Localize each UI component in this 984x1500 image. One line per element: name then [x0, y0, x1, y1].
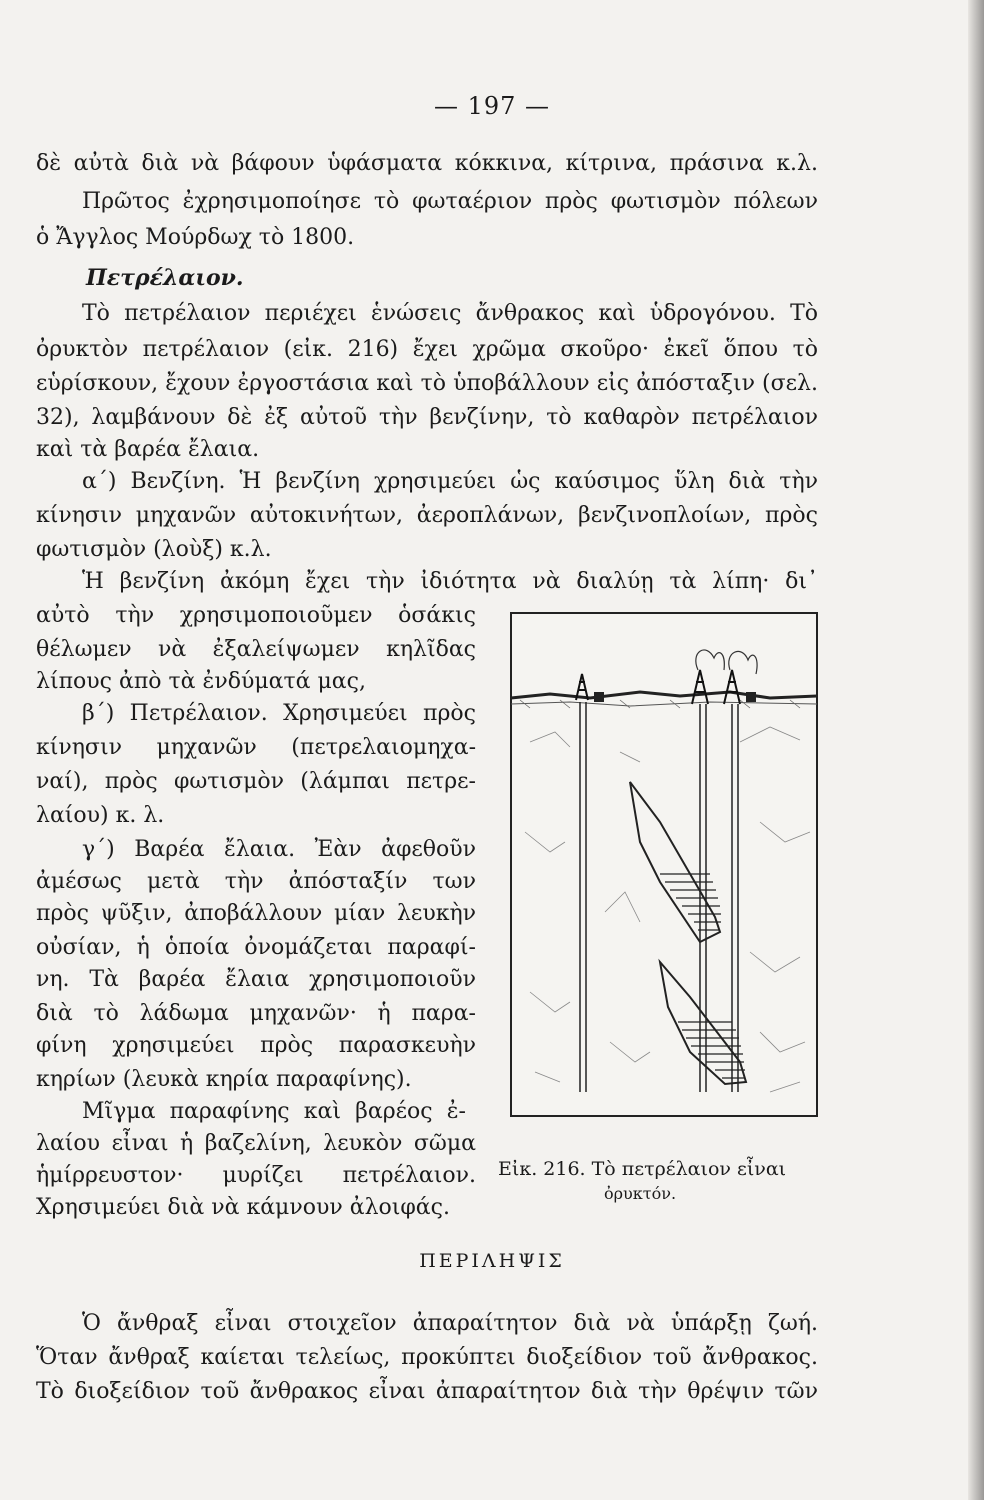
text-line: νη. Τὰ βαρέα ἔλαια χρησιμοποιοῦν	[36, 967, 476, 992]
text-line: κηρίων (λευκὰ κηρία παραφίνης).	[36, 1067, 412, 1092]
text-line: θέλωμεν νὰ ἐξαλείψωμεν κηλῖδας	[36, 637, 476, 662]
text-line: ἡμίρρευστον· μυρίζει πετρέλαιον.	[36, 1163, 476, 1188]
text-line: οὐσίαν, ἡ ὁποία ὀνομάζεται παραφί-	[36, 935, 476, 960]
text-line: εὑρίσκουν, ἔχουν ἐργοστάσια καὶ τὸ ὑποβάλλουν εἰς ἀπόσταξιν (σελ.	[36, 371, 818, 396]
text-line: καὶ τὰ βαρέα ἔλαια.	[36, 437, 260, 462]
figure-caption-continued: ὀρυκτόν.	[604, 1184, 677, 1203]
figure-caption: Εἰκ. 216. Τὸ πετρέλαιον εἶναι	[498, 1158, 787, 1180]
text-line: αὐτὸ τὴν χρησιμοποιοῦμεν ὁσάκις	[36, 603, 476, 628]
text-line: δὲ αὐτὰ διὰ νὰ βάφουν ὑφάσματα κόκκινα, κίτρινα, πράσινα κ.λ.	[36, 151, 818, 176]
text-line: Τὸ διοξείδιον τοῦ ἄνθρακος εἶναι ἀπαραίτητον διὰ τὴν θρέψιν τῶν	[36, 1379, 818, 1404]
text-line: λαίου εἶναι ἡ βαζελίνη, λευκὸν σῶμα	[36, 1131, 476, 1156]
page-edge-shadow	[968, 0, 984, 1500]
text-line: κίνησιν μηχανῶν (πετρελαιομηχα-	[36, 735, 476, 760]
oil-well-figure	[510, 612, 818, 1117]
text-line: κίνησιν μηχανῶν αὐτοκινήτων, ἀεροπλάνων, βενζινοπλοίων, πρὸς	[36, 503, 818, 528]
text-line: φωτισμὸν (λοὺξ) κ.λ.	[36, 537, 272, 562]
text-line: φίνη χρησιμεύει πρὸς παρασκευὴν	[36, 1033, 476, 1058]
summary-title: ΠΕΡΙΛΗΨΙΣ	[419, 1250, 565, 1272]
text-line: Τὸ πετρέλαιον περιέχει ἑνώσεις ἄνθρακος καὶ ὑδρογόνου. Τὸ	[82, 301, 818, 326]
page-number: — 197 —	[433, 92, 551, 120]
text-line: λαίου) κ. λ.	[36, 803, 165, 828]
text-line: α΄) Βενζίνη. Ἡ βενζίνη χρησιμεύει ὡς καύσιμος ὕλη διὰ τὴν	[82, 469, 818, 494]
text-line: διὰ τὸ λάδωμα μηχανῶν· ἡ παρα-	[36, 1001, 476, 1026]
text-line: γ΄) Βαρέα ἔλαια. Ἐὰν ἀφεθοῦν	[82, 837, 476, 862]
text-line: λίπους ἀπὸ τὰ ἐνδύματά μας,	[36, 669, 366, 694]
text-line: β΄) Πετρέλαιον. Χρησιμεύει πρὸς	[82, 701, 476, 726]
section-heading: Πετρέλαιον.	[86, 265, 244, 291]
text-line: ναί), πρὸς φωτισμὸν (λάμπαι πετρε-	[36, 769, 476, 794]
text-line: Ὅταν ἄνθραξ καίεται τελείως, προκύπτει διοξείδιον τοῦ ἄνθρακος.	[36, 1345, 818, 1370]
text-line: Πρῶτος ἐχρησιμοποίησε τὸ φωταέριον πρὸς φωτισμὸν πόλεων	[82, 189, 818, 214]
text-line: πρὸς ψῦξιν, ἀποβάλλουν μίαν λευκὴν	[36, 901, 476, 926]
text-line: Ὁ ἄνθραξ εἶναι στοιχεῖον ἀπαραίτητον διὰ νὰ ὑπάρξῃ ζωή.	[82, 1311, 818, 1336]
text-line: Μῖγμα παραφίνης καὶ βαρέος ἐ-	[82, 1099, 466, 1124]
text-line: 32), λαμβάνουν δὲ ἐξ αὐτοῦ τὴν βενζίνην, τὸ καθαρὸν πετρέλαιον	[36, 405, 818, 430]
text-line: ἀμέσως μετὰ τὴν ἀπόσταξίν των	[36, 869, 476, 894]
text-line: Χρησιμεύει διὰ νὰ κάμνουν ἀλοιφάς.	[36, 1195, 450, 1220]
text-line: ὁ Ἄγγλος Μούρδωχ τὸ 1800.	[36, 225, 355, 250]
text-line: Ἡ βενζίνη ἀκόμη ἔχει τὴν ἰδιότητα νὰ διαλύῃ τὰ λίπη· δι᾽	[82, 569, 818, 594]
text-line: ὀρυκτὸν πετρέλαιον (εἰκ. 216) ἔχει χρῶμα σκοῦρο· ἐκεῖ ὅπου τὸ	[36, 337, 818, 362]
